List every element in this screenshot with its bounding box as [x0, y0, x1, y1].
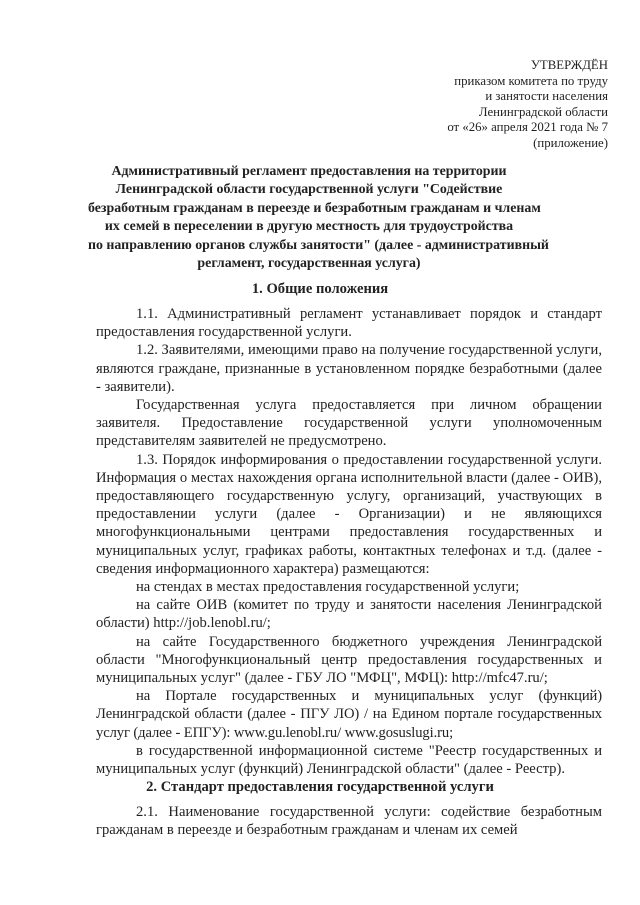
title-line: регламент, государственная услуга)	[197, 256, 421, 272]
paragraph: Государственная услуга предоставляется при личном обращении заявителя. Предоставление государственной услуги уполномоченным представителям заявителей не предусмотрено.	[96, 397, 602, 450]
title-line: по направлению органов службы занятости" (далее - административный	[88, 237, 549, 253]
paragraph: на сайте Государственного бюджетного учреждения Ленинградской области "Многофункциональный центр предоставления государственных и муниципальных услуг" (далее - ГБУ ЛО "МФЦ", МФЦ): http://mfc47.ru/;	[96, 633, 602, 687]
paragraph: на сайте ОИВ (комитет по труду и занятости населения Ленинградской области) http://job.lenobl.ru/;	[96, 597, 602, 632]
approval-line: и занятости населения	[485, 89, 608, 104]
paragraph: на Портале государственных и муниципальных услуг (функций) Ленинградской области (далее - ПГУ ЛО) / на Едином портале государственных услуг (далее - ЕПГУ): www.gu.lenobl.ru/ www.gosuslugi.ru;	[96, 688, 602, 741]
paragraph: 1.1. Административный регламент устанавливает порядок и стандарт предоставления государственной услуги.	[96, 306, 602, 341]
document-title	[88, 163, 549, 273]
title-line: Административный регламент предоставления на территории	[111, 164, 507, 179]
section-heading-service-standard: 2. Стандарт предоставления государственной услуги	[146, 779, 494, 795]
paragraph: на стендах в местах предоставления государственной услуги;	[136, 579, 520, 596]
approval-stamp	[378, 58, 608, 152]
title-line: их семей в переселении в другую местность для трудоустройства	[104, 219, 514, 235]
approval-line: приказом комитета по труду	[454, 73, 608, 88]
approval-line: УТВЕРЖДЁН	[530, 58, 608, 72]
title-line: Ленинградской области государственной услуги "Содействие	[115, 182, 503, 198]
section-2-body	[96, 803, 602, 839]
paragraph: 2.1. Наименование государственной услуги: содействие безработным гражданам в переезде и безработным гражданам и членам их семей	[96, 804, 602, 839]
section-heading-general-provisions: 1. Общие положения	[251, 281, 389, 297]
paragraph: в государственной информационной системе "Реестр государственных и муниципальных услуг (функций) Ленинградской области" (далее - Реестр).	[96, 742, 602, 778]
title-line: безработным гражданам в переезде и безработным гражданам и членам	[88, 200, 541, 216]
section-1-body	[96, 305, 602, 778]
paragraph: 1.3. Порядок информирования о предоставлении государственной услуги. Информация о местах нахождения органа исполнительной власти (далее - ОИВ), предоставляющего государственную услугу, организаций, участвующих в предоставлении услуги (далее - Организации) и не являющихся многофункциональными центрами предоставления государственных и муниципальных услуг, графиках работы, контактных телефонах и т.д. (далее - сведения информационного характера) размещаются:	[96, 451, 602, 577]
approval-line: (приложение)	[533, 135, 608, 150]
approval-line: Ленинградской области	[478, 104, 608, 119]
paragraph: 1.2. Заявителями, имеющими право на получение государственной услуги, являются граждане, признанные в установленном порядке безработными (далее - заявители).	[96, 342, 602, 395]
approval-line: от «26» апреля 2021 года № 7	[447, 120, 608, 135]
